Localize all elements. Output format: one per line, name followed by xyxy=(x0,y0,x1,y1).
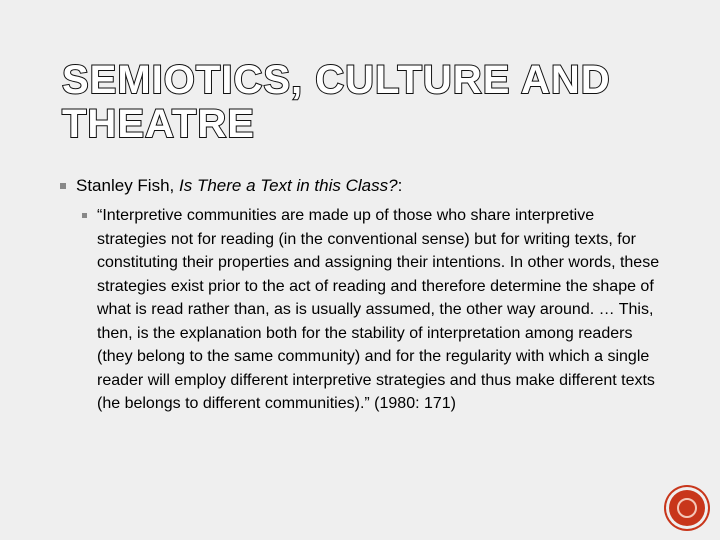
slide-title: SEMIOTICS, CULTURE AND THEATRE xyxy=(62,58,611,146)
bullet-level-1 xyxy=(60,174,660,198)
colon-text: : xyxy=(397,176,403,195)
circle-button-icon[interactable] xyxy=(669,490,705,526)
sub-bullet-square-icon xyxy=(82,213,87,218)
circle-button-inner-ring xyxy=(677,498,697,518)
book-title: Is There a Text in this Class? xyxy=(179,176,398,195)
bullet-square-icon xyxy=(60,183,66,189)
bullet-text xyxy=(76,174,402,198)
quote-text: “Interpretive communities are made up of those who share interpretive strategies not for reading (in the conventional sense) but for writing texts, for constituting their properties and assigning their intentions. In other words, these strategies exist prior to the act of reading and therefore determine the shape of what is read rather than, as is usually assumed, the other way around. … This, then, is the explanation both for the stability of interpretation among readers (they belong to the same community) and for the regularity with which a single reader will employ different interpretive strategies and thus make different texts (he belongs to different communities).” (1980: 171) xyxy=(97,207,660,412)
bullet-level-2 xyxy=(82,204,662,416)
author-text: Stanley Fish, xyxy=(76,176,179,195)
